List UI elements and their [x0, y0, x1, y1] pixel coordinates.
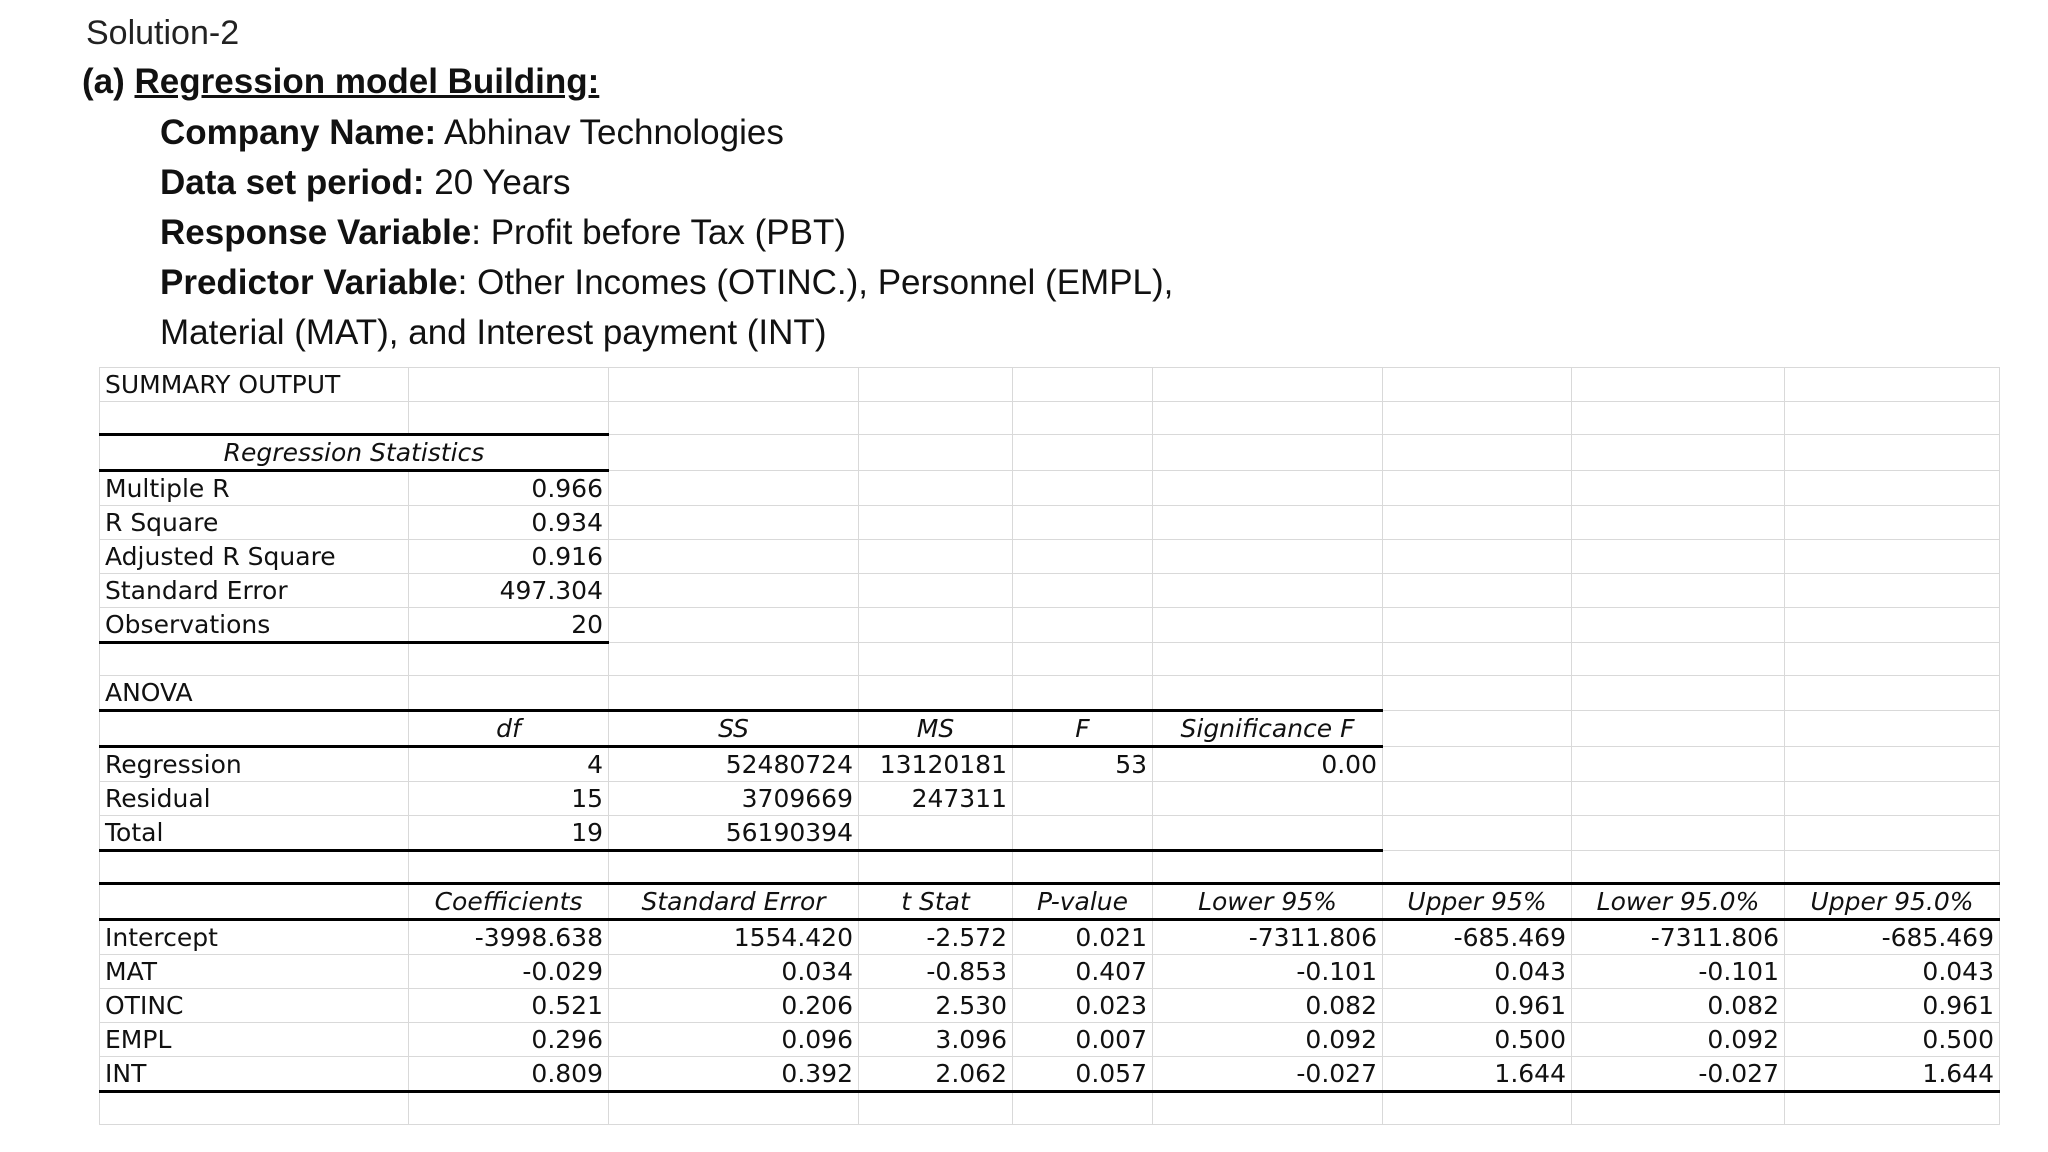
coef-value: 0.296: [409, 1023, 609, 1057]
anova-value: [1153, 816, 1383, 851]
sheet-cell: [859, 402, 1013, 435]
coef-row: [100, 920, 2000, 955]
coef-row: [100, 1023, 2000, 1057]
coef-value: 0.407: [1013, 955, 1153, 989]
sheet-cell: [609, 402, 859, 435]
sheet-cell: [1153, 851, 1383, 884]
anova-header-row: [100, 711, 2000, 747]
sheet-cell: [1153, 574, 1383, 608]
sheet-cell: [1572, 540, 1785, 574]
sheet-cell: [1013, 643, 1153, 676]
sheet-cell: [1785, 608, 2000, 643]
company-line: [160, 113, 784, 153]
sheet-cell: [409, 368, 609, 402]
anova-value: [1013, 782, 1153, 816]
coef-header: Lower 95.0%: [1572, 884, 1785, 920]
coef-value: 0.092: [1572, 1023, 1785, 1057]
sheet-cell: [1572, 435, 1785, 471]
coef-row: [100, 989, 2000, 1023]
part-label: (a): [82, 62, 125, 101]
coef-value: 1.644: [1785, 1057, 2000, 1092]
sheet-cell: [1013, 608, 1153, 643]
coef-value: 0.500: [1383, 1023, 1572, 1057]
response-line: [160, 213, 846, 253]
anova-header: Significance F: [1153, 711, 1383, 747]
regstats-label: Standard Error: [100, 574, 409, 608]
sheet-cell: [100, 643, 409, 676]
anova-value: 52480724: [609, 747, 859, 782]
regstats-value: 20: [409, 608, 609, 643]
coef-header-row: [100, 884, 2000, 920]
coef-label: INT: [100, 1057, 409, 1092]
coef-value: 0.023: [1013, 989, 1153, 1023]
sheet-cell: [409, 402, 609, 435]
regstats-value: 0.966: [409, 471, 609, 506]
sheet-cell: [1572, 608, 1785, 643]
coef-value: 0.007: [1013, 1023, 1153, 1057]
sheet-cell: [859, 574, 1013, 608]
sheet-cell: [1013, 471, 1153, 506]
sheet-cell: [1785, 643, 2000, 676]
sheet-cell: [1383, 608, 1572, 643]
regression-output-sheet: [99, 367, 2000, 1125]
coef-value: -7311.806: [1572, 920, 1785, 955]
coef-value: 3.096: [859, 1023, 1013, 1057]
sheet-cell: [1383, 1092, 1572, 1125]
predictor-value: : Other Incomes (OTINC.), Personnel (EMPL),: [457, 263, 1174, 302]
coef-value: 0.021: [1013, 920, 1153, 955]
sheet-cell: [1572, 574, 1785, 608]
sheet-cell: [1572, 643, 1785, 676]
anova-label: Regression: [100, 747, 409, 782]
summary-title: SUMMARY OUTPUT: [100, 368, 409, 402]
coef-value: 2.530: [859, 989, 1013, 1023]
coef-label: Intercept: [100, 920, 409, 955]
regstats-row: [100, 471, 2000, 506]
sheet-cell: [1572, 506, 1785, 540]
coef-value: 2.062: [859, 1057, 1013, 1092]
company-value: Abhinav Technologies: [436, 113, 784, 152]
anova-value: 0.00: [1153, 747, 1383, 782]
coef-value: -0.029: [409, 955, 609, 989]
sheet-cell: [1785, 506, 2000, 540]
sheet-cell: [1383, 506, 1572, 540]
regstats-row: [100, 574, 2000, 608]
period-label: Data set period:: [160, 163, 425, 202]
sheet-cell: [1153, 540, 1383, 574]
sheet-cell: [609, 435, 859, 471]
coef-value: 0.096: [609, 1023, 859, 1057]
anova-value: [859, 816, 1013, 851]
sheet-cell: [1785, 747, 2000, 782]
coef-value: 1.644: [1383, 1057, 1572, 1092]
regstats-value: 497.304: [409, 574, 609, 608]
sheet-cell: [1572, 711, 1785, 747]
sheet-cell: [1013, 851, 1153, 884]
sheet-cell: [859, 643, 1013, 676]
sheet-cell: [1383, 851, 1572, 884]
anova-value: 247311: [859, 782, 1013, 816]
sheet-cell: [1013, 506, 1153, 540]
sheet-cell: [409, 851, 609, 884]
empty-row: [100, 1092, 2000, 1125]
sheet-cell: [1785, 851, 2000, 884]
coef-value: 0.500: [1785, 1023, 2000, 1057]
coef-header: Upper 95.0%: [1785, 884, 2000, 920]
coef-header: P-value: [1013, 884, 1153, 920]
predictor-line-2: [160, 313, 826, 353]
sheet-cell: [1785, 1092, 2000, 1125]
empty-row: [100, 851, 2000, 884]
sheet-cell: [1013, 435, 1153, 471]
sheet-cell: [1153, 506, 1383, 540]
regstats-label: R Square: [100, 506, 409, 540]
sheet-cell: [409, 676, 609, 711]
coef-value: -685.469: [1785, 920, 2000, 955]
response-value: : Profit before Tax (PBT): [471, 213, 847, 252]
sheet-cell: [1383, 540, 1572, 574]
sheet-cell: [609, 643, 859, 676]
sheet-cell: [859, 506, 1013, 540]
sheet-cell: [1572, 471, 1785, 506]
coef-row: [100, 955, 2000, 989]
coef-header: t Stat: [859, 884, 1013, 920]
part-heading: [82, 62, 599, 102]
sheet-cell: [1572, 747, 1785, 782]
sheet-cell: [1572, 1092, 1785, 1125]
regstats-title: Regression Statistics: [100, 435, 609, 471]
sheet-cell: [1572, 851, 1785, 884]
sheet-cell: [1383, 402, 1572, 435]
sheet-cell: [1383, 435, 1572, 471]
sheet-cell: [1785, 402, 2000, 435]
coef-value: 0.057: [1013, 1057, 1153, 1092]
coef-value: 0.082: [1572, 989, 1785, 1023]
anova-title-row: [100, 676, 2000, 711]
sheet-cell: [1785, 676, 2000, 711]
sheet-cell: [609, 506, 859, 540]
sheet-cell: [409, 1092, 609, 1125]
regstats-label: Adjusted R Square: [100, 540, 409, 574]
anova-value: [1013, 816, 1153, 851]
part-title: Regression model Building:: [134, 62, 600, 101]
sheet-cell: [1383, 643, 1572, 676]
coef-header: Standard Error: [609, 884, 859, 920]
coef-value: 0.043: [1383, 955, 1572, 989]
anova-header: SS: [609, 711, 859, 747]
anova-header: MS: [859, 711, 1013, 747]
sheet-body: [100, 368, 2000, 1125]
sheet-cell: [1153, 676, 1383, 711]
sheet-cell: [1785, 368, 2000, 402]
coef-label: EMPL: [100, 1023, 409, 1057]
coef-label: OTINC: [100, 989, 409, 1023]
coef-value: -7311.806: [1153, 920, 1383, 955]
coef-value: 0.961: [1383, 989, 1572, 1023]
regstats-row: [100, 506, 2000, 540]
sheet-cell: [1013, 368, 1153, 402]
sheet-cell: [100, 402, 409, 435]
sheet-cell: [859, 851, 1013, 884]
sheet-cell: [609, 540, 859, 574]
coef-value: 0.521: [409, 989, 609, 1023]
predictor-line: [160, 263, 1173, 303]
sheet-cell: [1153, 435, 1383, 471]
sheet-cell: [609, 574, 859, 608]
sheet-cell: [859, 471, 1013, 506]
sheet-cell: [859, 540, 1013, 574]
sheet-cell: [1572, 402, 1785, 435]
empty-row: [100, 402, 2000, 435]
anova-label: Residual: [100, 782, 409, 816]
sheet-cell: [1153, 368, 1383, 402]
coef-value: 0.092: [1153, 1023, 1383, 1057]
coef-value: 1554.420: [609, 920, 859, 955]
response-label: Response Variable: [160, 213, 472, 252]
sheet-cell: [1572, 676, 1785, 711]
sheet-cell: [609, 471, 859, 506]
predictor-label: Predictor Variable: [160, 263, 458, 302]
sheet-cell: [1013, 1092, 1153, 1125]
coef-value: -3998.638: [409, 920, 609, 955]
sheet-cell: [1785, 540, 2000, 574]
regstats-value: 0.916: [409, 540, 609, 574]
coef-value: -0.101: [1572, 955, 1785, 989]
sheet-cell: [409, 643, 609, 676]
coef-value: -0.027: [1572, 1057, 1785, 1092]
anova-value: 19: [409, 816, 609, 851]
sheet-cell: [859, 368, 1013, 402]
sheet-cell: [1785, 471, 2000, 506]
anova-value: [1153, 782, 1383, 816]
sheet-cell: [100, 1092, 409, 1125]
anova-header: F: [1013, 711, 1153, 747]
anova-title: ANOVA: [100, 676, 409, 711]
sheet-cell: [1785, 816, 2000, 851]
period-value: 20 Years: [424, 163, 571, 202]
sheet-cell: [1572, 368, 1785, 402]
sheet-cell: [1383, 816, 1572, 851]
coef-label: MAT: [100, 955, 409, 989]
coef-header: Coefficients: [409, 884, 609, 920]
sheet-cell: [1153, 471, 1383, 506]
sheet-cell: [609, 368, 859, 402]
coef-header: Upper 95%: [1383, 884, 1572, 920]
sheet-cell: [1785, 782, 2000, 816]
predictor-value-2: Material (MAT), and Interest payment (INT): [160, 313, 827, 352]
sheet-cell: [1153, 402, 1383, 435]
sheet-cell: [1785, 711, 2000, 747]
regstats-row: [100, 608, 2000, 643]
anova-value: 3709669: [609, 782, 859, 816]
sheet-cell: [609, 1092, 859, 1125]
coef-value: -0.101: [1153, 955, 1383, 989]
sheet-cell: [1383, 747, 1572, 782]
sheet-cell: [1013, 540, 1153, 574]
coef-header: [100, 884, 409, 920]
sheet-cell: [1153, 608, 1383, 643]
anova-header: [100, 711, 409, 747]
sheet-cell: [1013, 402, 1153, 435]
sheet-cell: [859, 1092, 1013, 1125]
coef-value: -2.572: [859, 920, 1013, 955]
sheet-cell: [1785, 574, 2000, 608]
coef-row: [100, 1057, 2000, 1092]
anova-value: 53: [1013, 747, 1153, 782]
coef-value: -685.469: [1383, 920, 1572, 955]
coef-value: -0.027: [1153, 1057, 1383, 1092]
regstats-title-row: [100, 435, 2000, 471]
sheet-cell: [1383, 711, 1572, 747]
solution-heading: Solution-2: [86, 14, 240, 52]
coef-value: 0.082: [1153, 989, 1383, 1023]
coef-value: 0.809: [409, 1057, 609, 1092]
sheet-cell: [1572, 816, 1785, 851]
sheet-cell: [609, 676, 859, 711]
sheet-cell: [859, 435, 1013, 471]
anova-label: Total: [100, 816, 409, 851]
regstats-label: Multiple R: [100, 471, 409, 506]
coef-value: 0.043: [1785, 955, 2000, 989]
coef-value: 0.392: [609, 1057, 859, 1092]
sheet-cell: [859, 608, 1013, 643]
sheet-cell: [1013, 574, 1153, 608]
sheet-cell: [100, 851, 409, 884]
coef-value: 0.034: [609, 955, 859, 989]
company-label: Company Name:: [160, 113, 437, 152]
regstats-row: [100, 540, 2000, 574]
coef-value: -0.853: [859, 955, 1013, 989]
regstats-label: Observations: [100, 608, 409, 643]
sheet-cell: [1383, 782, 1572, 816]
period-line: [160, 163, 570, 203]
empty-row: [100, 643, 2000, 676]
anova-header: df: [409, 711, 609, 747]
summary-row: [100, 368, 2000, 402]
sheet-cell: [1785, 435, 2000, 471]
anova-value: 15: [409, 782, 609, 816]
sheet-cell: [1013, 676, 1153, 711]
anova-value: 4: [409, 747, 609, 782]
coef-header: Lower 95%: [1153, 884, 1383, 920]
sheet-cell: [1383, 574, 1572, 608]
anova-row: [100, 816, 2000, 851]
anova-row: [100, 782, 2000, 816]
anova-value: 13120181: [859, 747, 1013, 782]
sheet-cell: [1153, 1092, 1383, 1125]
sheet-cell: [609, 851, 859, 884]
coef-value: 0.206: [609, 989, 859, 1023]
sheet-cell: [1153, 643, 1383, 676]
coef-value: 0.961: [1785, 989, 2000, 1023]
sheet-cell: [609, 608, 859, 643]
anova-row: [100, 747, 2000, 782]
regstats-value: 0.934: [409, 506, 609, 540]
sheet-cell: [1383, 676, 1572, 711]
sheet-cell: [1572, 782, 1785, 816]
anova-value: 56190394: [609, 816, 859, 851]
sheet-cell: [859, 676, 1013, 711]
sheet-cell: [1383, 471, 1572, 506]
sheet-cell: [1383, 368, 1572, 402]
